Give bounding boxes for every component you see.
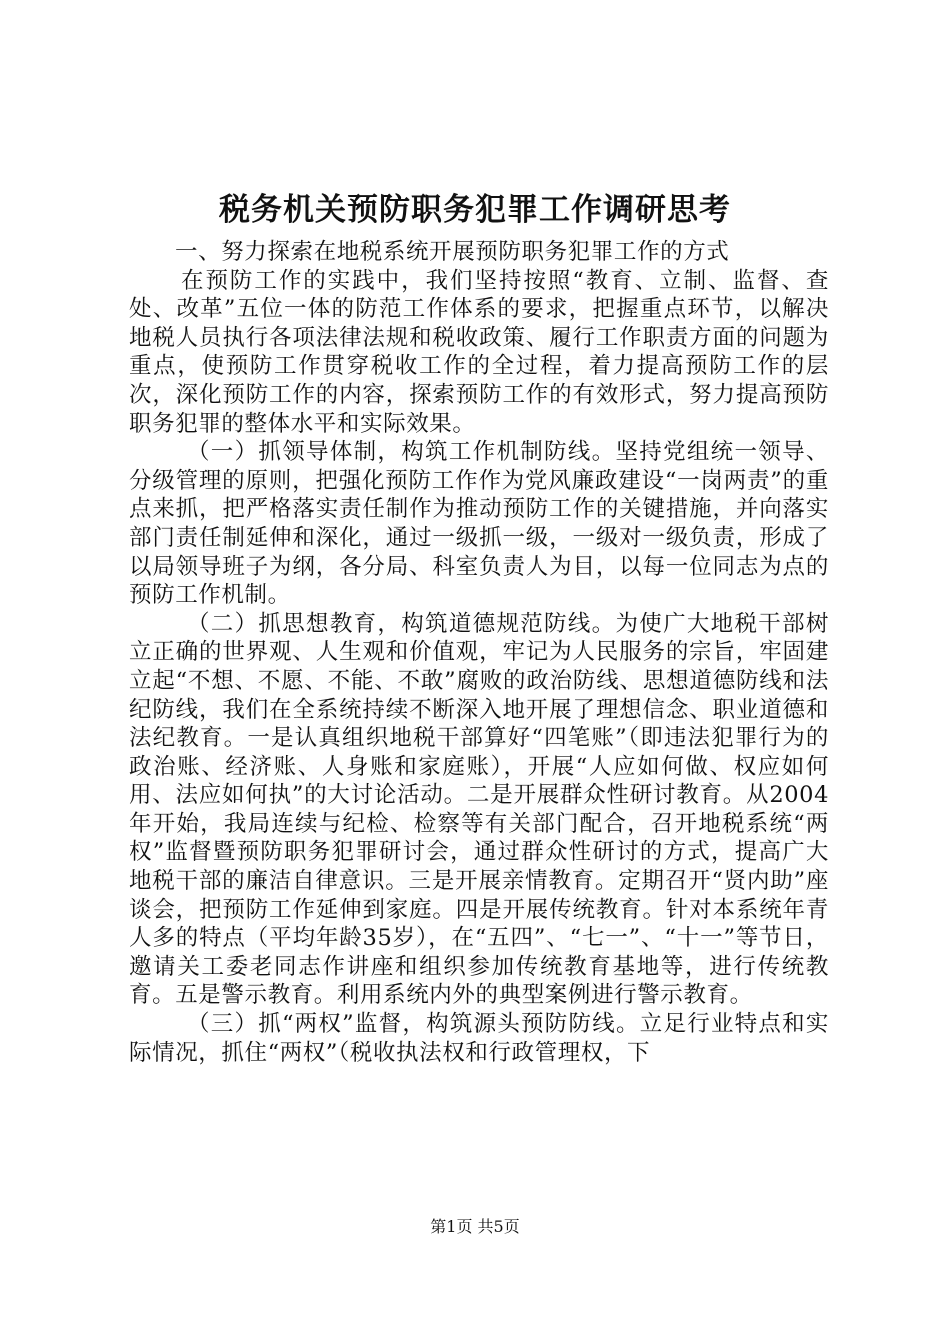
paragraph-intro: 在预防工作的实践中，我们坚持按照“教育、立制、监督、查处、改革”五位一体的防范工作体系的要求，把握重点环节，以解决地税人员执行各项法律法规和税收政策、履行工作职责方面的问题为重点，使预防工作贯穿税收工作的全过程，着力提高预防工作的层次，深化预防工作的内容，探索预防工作的有效形式，努力提高预防职务犯罪的整体水平和实际效果。 <box>129 267 829 437</box>
document-title: 税务机关预防职务犯罪工作调研思考 <box>219 192 731 228</box>
page-number-footer: 第1页 共5页 <box>430 1217 520 1236</box>
paragraph-supervision: （三）抓“两权”监督，构筑源头预防防线。立足行业特点和实际情况，抓住“两权”（税收执法权和行政管理权，下 <box>129 1011 829 1066</box>
paragraph-leadership: （一）抓领导体制，构筑工作机制防线。坚持党组统一领导、分级管理的原则，把强化预防工作作为党风廉政建设“一岗两责”的重点来抓，把严格落实责任制作为推动预防工作的关键措施，并向落实部门责任制延伸和深化，通过一级抓一级，一级对一级负责，形成了以局领导班子为纲，各分局、科室负责人为目，以每一位同志为点的预防工作机制。 <box>129 439 829 609</box>
paragraph-education: （二）抓思想教育，构筑道德规范防线。为使广大地税干部树立正确的世界观、人生观和价值观，牢记为人民服务的宗旨，牢固建立起“不想、不愿、不能、不敢”腐败的政治防线、思想道德防线和法纪防线，我们在全系统持续不断深入地开展了理想信念、职业道德和法纪教育。一是认真组织地税干部算好“四笔账”（即违法犯罪行为的政治账、经济账、人身账和家庭账），开展“人应如何做、权应如何用、法应如何执”的大讨论活动。二是开展群众性研讨教育。从2004年开始，我局连续与纪检、检察等有关部门配合，召开地税系统“两权”监督暨预防职务犯罪研讨会，通过群众性研讨的方式，提高广大地税干部的廉洁自律意识。三是开展亲情教育。定期召开“贤内助”座谈会，把预防工作延伸到家庭。四是开展传统教育。针对本系统年青人多的特点（平均年龄35岁），在“五四”、“七一”、“十一”等节日，邀请关工委老同志作讲座和组织参加传统教育基地等，进行传统教育。五是警示教育。利用系统内外的典型案例进行警示教育。 <box>129 610 829 1009</box>
section-heading: 一、努力探索在地税系统开展预防职务犯罪工作的方式 <box>175 239 730 265</box>
document-body <box>129 238 829 1067</box>
